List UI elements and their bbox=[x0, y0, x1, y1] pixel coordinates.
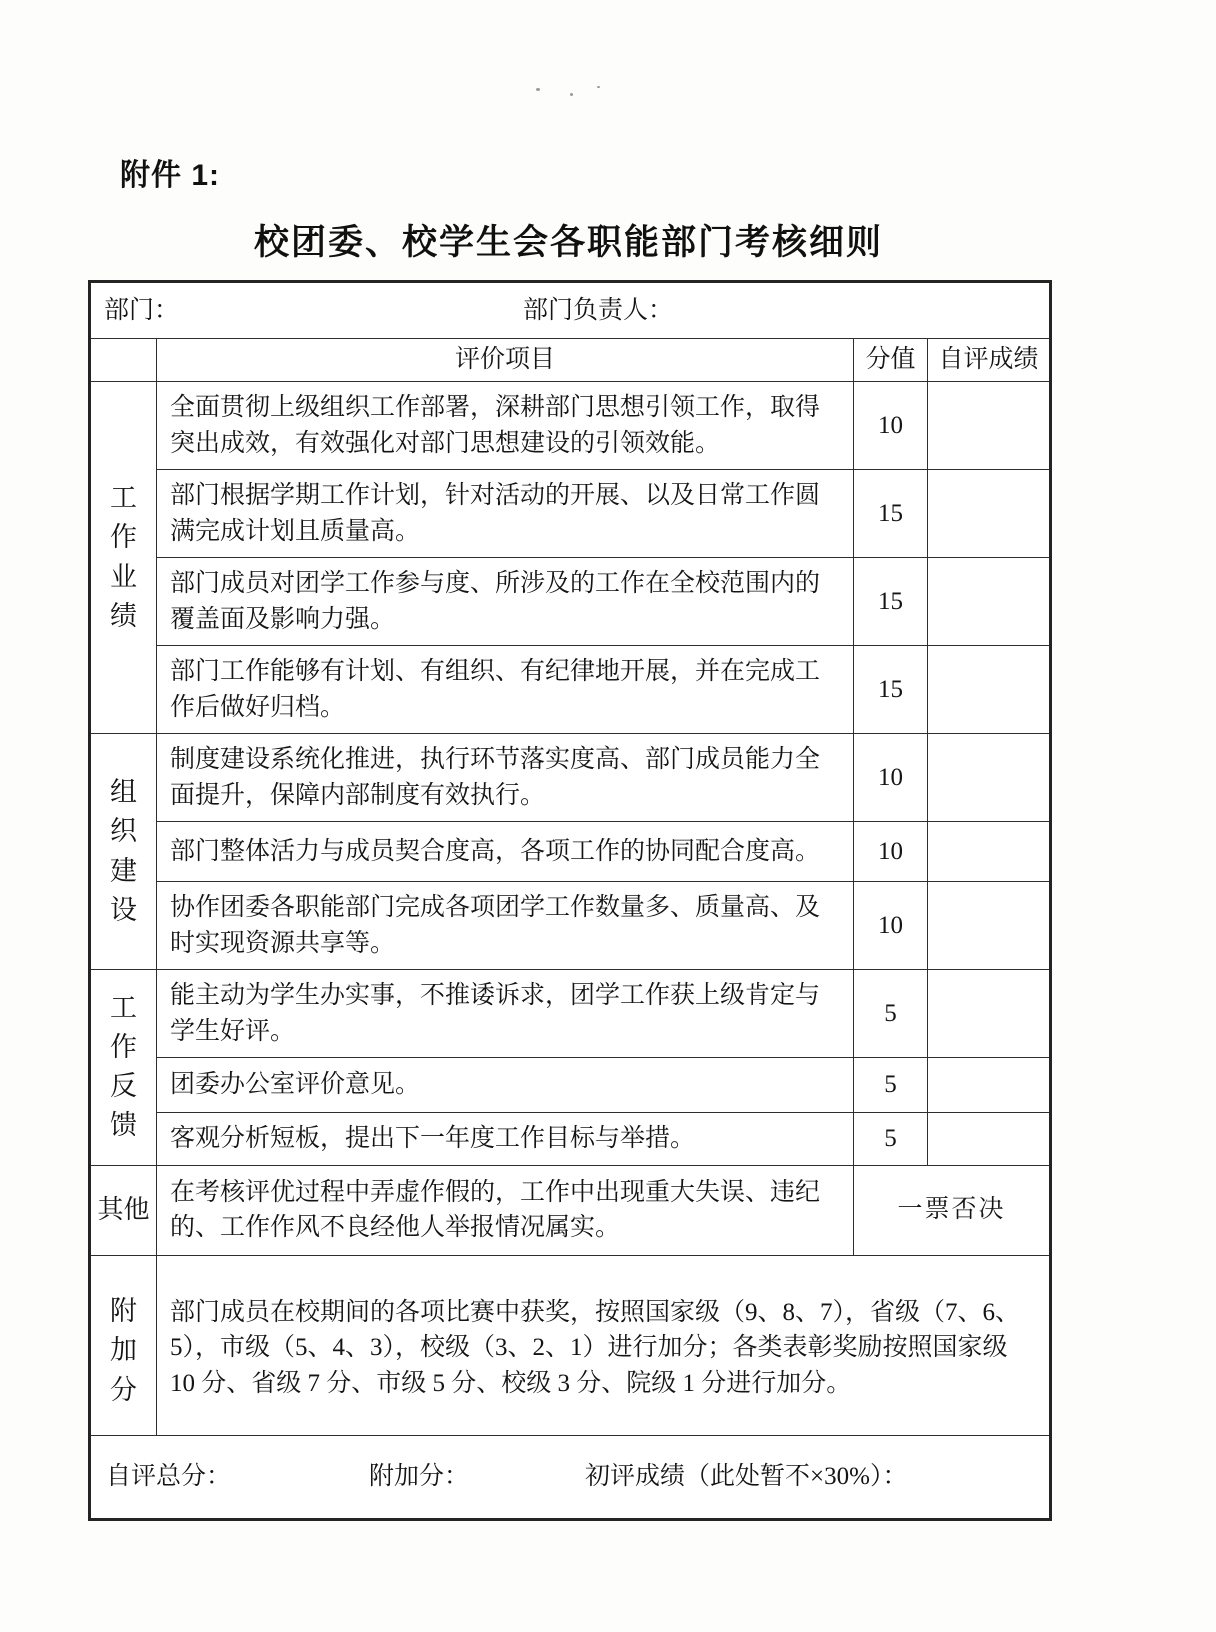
self-score-cell bbox=[928, 1113, 1051, 1166]
self-score-cell bbox=[928, 1058, 1051, 1113]
category-work-performance: 工作业绩 bbox=[90, 382, 157, 734]
self-score-cell bbox=[928, 470, 1051, 558]
scan-artifact bbox=[597, 86, 600, 88]
assessment-table bbox=[88, 280, 1052, 1521]
footer-row bbox=[90, 1435, 1051, 1519]
dept-row bbox=[90, 282, 1051, 339]
category-bonus: 附加分 bbox=[90, 1255, 157, 1435]
criteria-text: 部门根据学期工作计划，针对活动的开展、以及日常工作圆满完成计划且质量高。 bbox=[157, 470, 854, 558]
score-value: 5 bbox=[854, 1058, 928, 1113]
dept-label: 部门： bbox=[104, 296, 180, 324]
veto-cell: 一票否决 bbox=[854, 1165, 1051, 1255]
header-blank-cell bbox=[90, 339, 157, 382]
criteria-text: 在考核评优过程中弄虚作假的，工作中出现重大失误、违纪的、工作作风不良经他人举报情况属实。 bbox=[157, 1165, 854, 1255]
criteria-text: 团委办公室评价意见。 bbox=[157, 1058, 854, 1113]
footer-bonus-label: 附加分： bbox=[369, 1462, 470, 1490]
scan-artifact bbox=[536, 88, 540, 91]
criteria-text: 全面贯彻上级组织工作部署，深耕部门思想引领工作，取得突出成效，有效强化对部门思想建设的引领效能。 bbox=[157, 382, 854, 470]
score-value: 5 bbox=[854, 1113, 928, 1166]
score-value: 10 bbox=[854, 882, 928, 970]
score-value: 10 bbox=[854, 382, 928, 470]
header-score: 分值 bbox=[854, 339, 928, 382]
criteria-text: 客观分析短板，提出下一年度工作目标与举措。 bbox=[157, 1113, 854, 1166]
self-score-cell bbox=[928, 646, 1051, 734]
attachment-label: 附件 1: bbox=[120, 159, 221, 192]
self-score-cell bbox=[928, 822, 1051, 882]
criteria-text: 能主动为学生办实事，不推诿诉求，团学工作获上级肯定与学生好评。 bbox=[157, 970, 854, 1058]
self-score-cell bbox=[928, 558, 1051, 646]
page-title: 校团委、校学生会各职能部门考核细则 bbox=[253, 223, 883, 262]
criteria-text: 制度建设系统化推进，执行环节落实度高、部门成员能力全面提升，保障内部制度有效执行。 bbox=[157, 734, 854, 822]
score-value: 10 bbox=[854, 734, 928, 822]
self-score-cell bbox=[928, 882, 1051, 970]
score-value: 15 bbox=[854, 558, 928, 646]
criteria-text: 部门整体活力与成员契合度高，各项工作的协同配合度高。 bbox=[157, 822, 854, 882]
criteria-text: 协作团委各职能部门完成各项团学工作数量多、质量高、及时实现资源共享等。 bbox=[157, 882, 854, 970]
self-score-cell bbox=[928, 382, 1051, 470]
category-work-feedback: 工作反馈 bbox=[90, 970, 157, 1166]
category-other: 其他 bbox=[90, 1165, 157, 1255]
category-org-building: 组织建设 bbox=[90, 734, 157, 970]
footer-initial-score-label: 初评成绩（此处暂不×30%）： bbox=[585, 1462, 908, 1490]
bonus-criteria-text: 部门成员在校期间的各项比赛中获奖，按照国家级（9、8、7），省级（7、6、5），市级（5、4、3），校级（3、2、1）进行加分；各类表彰奖励按照国家级 10 分、省级 7 分、市级 5 分、校级 3 分、院级 1 分进行加分。 bbox=[157, 1255, 1051, 1435]
self-score-cell bbox=[928, 734, 1051, 822]
score-value: 10 bbox=[854, 822, 928, 882]
score-value: 5 bbox=[854, 970, 928, 1058]
dept-head-label: 部门负责人： bbox=[522, 296, 674, 324]
header-item: 评价项目 bbox=[157, 339, 854, 382]
header-self-score: 自评成绩 bbox=[928, 339, 1051, 382]
self-score-cell bbox=[928, 970, 1051, 1058]
score-value: 15 bbox=[854, 470, 928, 558]
criteria-text: 部门工作能够有计划、有组织、有纪律地开展，并在完成工作后做好归档。 bbox=[157, 646, 854, 734]
criteria-text: 部门成员对团学工作参与度、所涉及的工作在全校范围内的覆盖面及影响力强。 bbox=[157, 558, 854, 646]
score-value: 15 bbox=[854, 646, 928, 734]
scan-artifact bbox=[570, 93, 573, 96]
footer-self-total-label: 自评总分： bbox=[106, 1462, 232, 1490]
